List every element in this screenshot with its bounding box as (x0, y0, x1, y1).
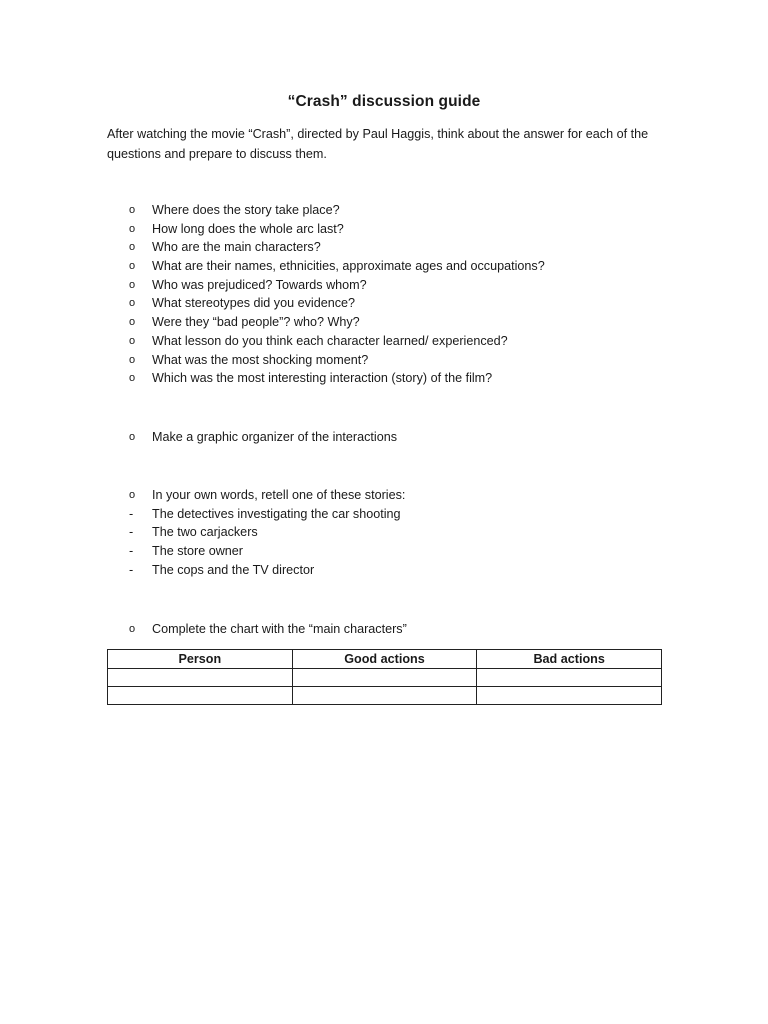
table-cell (292, 687, 477, 705)
list-item (0, 620, 407, 639)
list-item (0, 294, 545, 313)
dash-icon: - (129, 544, 134, 559)
list-item (0, 201, 545, 220)
list-item (0, 351, 545, 370)
bullet-icon: o (129, 334, 136, 347)
question-list (0, 201, 545, 388)
question-text: What lesson do you think each character learned/ experienced? (152, 333, 508, 348)
dash-icon: - (129, 525, 134, 540)
bullet-icon: o (129, 260, 136, 273)
retell-list (0, 486, 405, 579)
question-text: Where does the story take place? (152, 203, 340, 217)
question-text: What stereotypes did you evidence? (152, 296, 356, 311)
question-text: Which was the most interesting interaction (story) of the film? (152, 371, 493, 386)
table-header-row (108, 650, 662, 669)
story-text: The store owner (152, 544, 243, 559)
list-item (0, 561, 405, 580)
bullet-icon: o (129, 431, 136, 443)
chart-prompt: Complete the chart with the “main characters” (152, 622, 407, 636)
table-cell (292, 669, 477, 687)
bullet-icon: o (129, 204, 136, 216)
bullet-icon: o (129, 278, 136, 291)
table-cell (477, 687, 662, 705)
list-item (0, 276, 545, 295)
table-cell (108, 687, 293, 705)
question-text: What was the most shocking moment? (152, 352, 369, 367)
column-header-person: Person (108, 650, 293, 669)
bullet-icon: o (129, 623, 136, 635)
list-item (0, 313, 545, 332)
dash-icon: - (129, 562, 134, 577)
question-text: Who are the main characters? (152, 240, 321, 255)
list-item (0, 238, 545, 257)
bullet-icon: o (129, 222, 136, 235)
list-item (0, 523, 405, 542)
question-text: How long does the whole arc last? (152, 221, 344, 236)
question-text: What are their names, ethnicities, approximate ages and occupations? (152, 259, 545, 274)
story-text: The detectives investigating the car shooting (152, 506, 401, 521)
story-text: The two carjackers (152, 525, 258, 540)
intro-paragraph: After watching the movie “Crash”, directed by Paul Haggis, think about the answer for each of the questions and prepare to discuss them. (107, 127, 649, 161)
column-header-bad-actions: Bad actions (477, 650, 662, 669)
story-text: The cops and the TV director (152, 562, 315, 577)
bullet-icon: o (129, 241, 136, 254)
table-cell (477, 669, 662, 687)
list-item (0, 220, 545, 239)
page-title: “Crash” discussion guide (287, 93, 481, 110)
list-item (0, 486, 405, 505)
question-text: Were they “bad people”? who? Why? (152, 315, 360, 330)
bullet-icon: o (129, 316, 136, 329)
list-item (0, 428, 397, 447)
table-row (108, 687, 662, 705)
dash-icon: - (129, 506, 134, 521)
table-row (108, 669, 662, 687)
list-item (0, 369, 545, 388)
organizer-list (0, 428, 397, 447)
chart-prompt-list (0, 620, 407, 639)
bullet-icon: o (129, 372, 136, 385)
list-item (0, 257, 545, 276)
table-cell (108, 669, 293, 687)
retell-prompt: In your own words, retell one of these stories: (152, 488, 406, 502)
organizer-text: Make a graphic organizer of the interactions (152, 430, 398, 444)
characters-table (107, 649, 662, 705)
list-item (0, 332, 545, 351)
bullet-icon: o (129, 353, 136, 366)
list-item (0, 542, 405, 561)
list-item (0, 505, 405, 524)
column-header-good-actions: Good actions (292, 650, 477, 669)
question-text: Who was prejudiced? Towards whom? (152, 277, 367, 292)
bullet-icon: o (129, 489, 136, 501)
bullet-icon: o (129, 297, 136, 310)
